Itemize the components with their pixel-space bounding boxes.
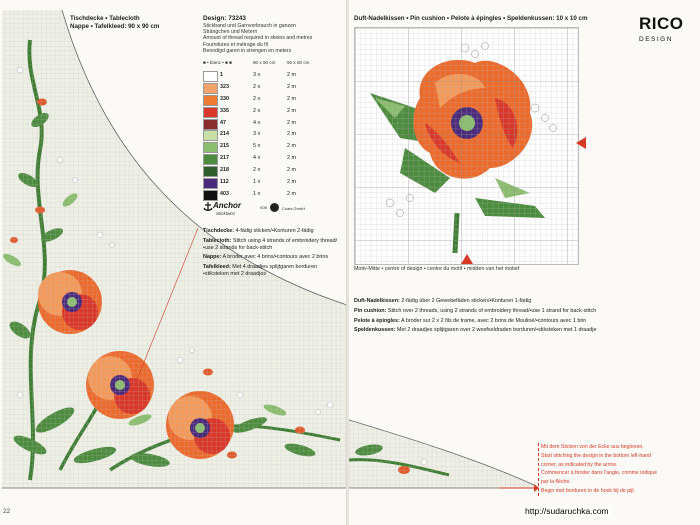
skeins: 2 x: [253, 107, 261, 114]
design-line: Fournitures et métrage du fil: [203, 41, 268, 48]
color-swatch: [203, 71, 218, 82]
instruction-label: Speldenkussen:: [354, 327, 396, 334]
instruction-label: Tafelkleed:: [203, 264, 231, 271]
instruction: [354, 298, 644, 305]
note-line: corner, as indicated by the arrow.: [541, 461, 618, 468]
key-row: [203, 129, 333, 141]
thread-number: 1: [220, 72, 223, 78]
skeins: 3 x: [253, 72, 261, 78]
thread-number: 330: [220, 95, 229, 102]
design-line: Stickband und Garnverbrauch in ganzen: [203, 23, 296, 29]
key-row: [203, 82, 333, 94]
skeins: 1 x: [253, 179, 261, 186]
rico-logo-sub: DESIGN: [639, 36, 673, 43]
instruction-text: Met 4 draadjes splijtgaren borduren •stiksteken met 2 draadjes: [203, 264, 318, 277]
thread-number: 47: [220, 119, 226, 126]
skeins: 5 x: [253, 143, 261, 150]
title-line: Tischdecke • Tablecloth: [70, 15, 140, 22]
skeins: 2 x: [253, 167, 261, 174]
color-swatch: [203, 166, 218, 177]
note-line: par la flèche.: [541, 479, 571, 486]
instruction-text: 2-fädig über 2 Gewebefäden sticken/•Konturen 1-fädig: [401, 298, 532, 304]
instruction-label: Pin cushion:: [354, 307, 387, 314]
instruction-text: Met 2 draadjes splijtgaren over 2 weefseldraden borduren/•stiksteken met 1 draadje: [396, 327, 597, 334]
instruction-label: Pelote à épingles:: [354, 317, 400, 324]
color-swatch: [203, 95, 218, 106]
metres: 2 m: [287, 107, 296, 114]
size-b-header: 50 x 50 cm: [287, 60, 310, 65]
key-row: [203, 141, 333, 153]
instruction-label: Duft-Nadelkissen:: [354, 298, 400, 304]
note-line: Start stitching the design in the bottom left-hand: [541, 452, 651, 459]
metres: 2 m: [287, 72, 296, 78]
metres: 2 m: [287, 95, 296, 102]
instruction: [203, 238, 343, 252]
metres: 2 m: [287, 119, 296, 126]
instruction: [354, 327, 644, 334]
note-line: Mit dem Sticken von der Ecke aus beginnen.: [541, 444, 644, 450]
brand-company: Coats GmbH: [282, 206, 306, 211]
metres: 2 m: [287, 190, 296, 197]
note-line: Begin met borduren in de hoek bij de pijl.: [541, 487, 636, 494]
metres: 2 m: [287, 179, 296, 186]
thread-number: 215: [220, 143, 229, 150]
key-row: [203, 94, 333, 106]
key-row: [203, 106, 333, 118]
skeins: 3 x: [253, 131, 261, 138]
instruction-text: 4-fädig sticken/•Konturen 2-fädig: [235, 228, 314, 234]
tablecloth-chart-continuation: [349, 420, 539, 500]
anchor-sub: Sticktwist: [216, 211, 235, 216]
pincushion-chart: [354, 27, 579, 265]
anchor-icon: [203, 201, 213, 212]
color-swatch: [203, 107, 218, 118]
color-swatch: [203, 154, 218, 165]
centre-arrow-bottom-icon: [461, 254, 473, 264]
metres: 2 m: [287, 143, 296, 150]
instruction: [203, 228, 343, 235]
instruction-label: Tablecloth:: [203, 237, 232, 244]
pincushion-chart-drawing: [355, 28, 578, 264]
thread-number: 217: [220, 155, 229, 162]
key-row: [203, 189, 333, 201]
instruction: [203, 254, 343, 261]
design-line: Strängchen und Metern: [203, 29, 258, 36]
instruction: [354, 318, 644, 325]
color-swatch: [203, 130, 218, 141]
coats-logo-icon: [270, 203, 279, 212]
color-swatch: [203, 142, 218, 153]
pincushion-instructions: [354, 298, 644, 337]
color-swatch: [203, 119, 218, 130]
tablecloth-instructions: [203, 228, 343, 281]
key-row: [203, 118, 333, 130]
skeins: 1 x: [253, 190, 261, 197]
design-line: Amount of thread required in skeins and metres: [203, 35, 313, 42]
size-a-header: 90 x 90 cm: [253, 60, 276, 65]
instruction: [354, 308, 644, 315]
title-line: Nappe • Tafelkleed: 90 x 90 cm: [70, 22, 160, 30]
brand-vom: von: [260, 205, 268, 210]
pincushion-title: Duft-Nadelkissen • Pin cushion • Pelote à épingles • Speldenkussen: 10 x 10 cm: [354, 15, 588, 22]
color-swatch: [203, 178, 218, 189]
symbol-header: ■ • blanc • ■ ■: [203, 60, 232, 65]
key-row: [203, 165, 333, 177]
instruction: [203, 264, 343, 278]
key-row: [203, 153, 333, 165]
page-number: 22: [3, 508, 11, 515]
anchor-brand: Anchor: [213, 201, 241, 210]
instruction-text: Stitch over 2 threads, using 2 strands of embroidery thread/•use 1 strand for back-stitch: [387, 307, 597, 314]
instruction-label: Nappe:: [203, 254, 222, 261]
chart-caption: Motiv-Mitte • centre of design • centre du motif • midden van het motief: [354, 266, 520, 272]
color-swatch: [203, 190, 218, 201]
metres: 2 m: [287, 155, 296, 162]
instruction-text: A broder sur 2 x 2 fils de trame, avec 2 brins de Mouliné/•contours avec 1 brin: [401, 317, 587, 324]
left-page: [0, 0, 347, 525]
note-line: Commencer à broder dans l'angle, comme indiqué: [541, 470, 658, 477]
design-info: [203, 15, 343, 54]
instruction-label: Tischdecke:: [203, 228, 235, 234]
start-stitching-note: [538, 443, 699, 496]
key-row: [203, 177, 333, 189]
metres: 2 m: [287, 83, 296, 90]
thread-key: [203, 70, 333, 201]
instruction-text: A broder avec 4 brins/•contours avec 2 brins: [222, 254, 329, 261]
thread-number: 335: [220, 107, 229, 114]
color-swatch: [203, 83, 218, 94]
skeins: 2 x: [253, 83, 261, 90]
right-page: [349, 0, 700, 525]
rico-logo: RICO: [639, 14, 684, 33]
thread-number: 403: [220, 190, 229, 197]
metres: 2 m: [287, 131, 296, 138]
design-number: Design: 73243: [203, 15, 246, 22]
watermark-url: http://sudaruchka.com: [525, 506, 609, 516]
thread-number: 323: [220, 83, 229, 90]
key-row: [203, 70, 333, 82]
skeins: 2 x: [253, 95, 261, 102]
centre-arrow-right-icon: [576, 137, 586, 149]
design-line: Benodigd garen in strengen en meters: [203, 47, 292, 54]
thread-number: 112: [220, 179, 229, 186]
thread-number: 214: [220, 131, 229, 138]
metres: 2 m: [287, 167, 296, 174]
skeins: 4 x: [253, 155, 261, 162]
instruction-text: Stitch using 4 strands of embroidery thread/•use 2 strands for back-stitch: [203, 237, 338, 251]
thread-number: 218: [220, 167, 229, 174]
tablecloth-title: [70, 15, 190, 31]
skeins: 4 x: [253, 119, 261, 126]
